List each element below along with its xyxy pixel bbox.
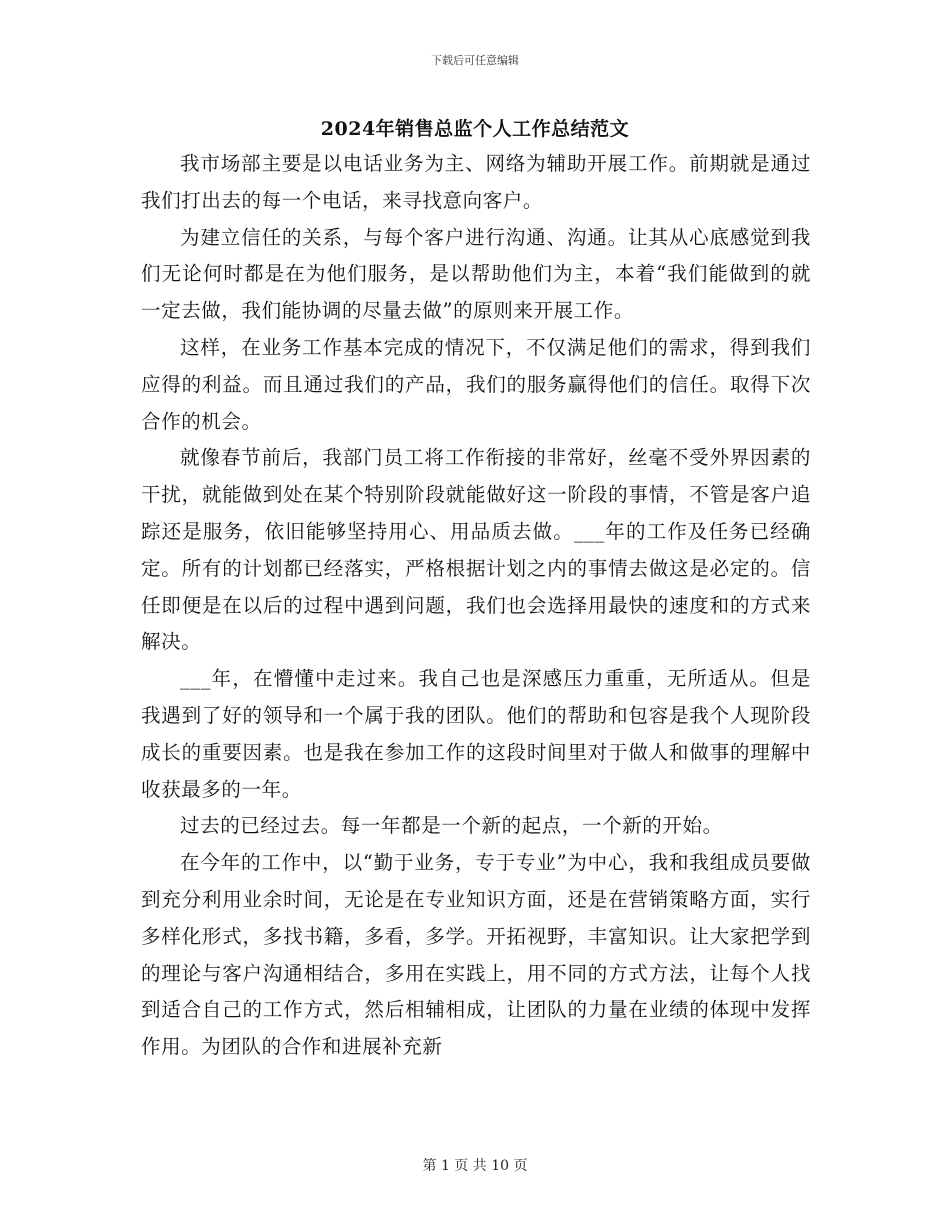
paragraph: 过去的已经过去。每一年都是一个新的起点，一个新的开始。 xyxy=(180,814,723,838)
paragraph: ___年，在懵懂中走过来。我自己也是深感压力重重，无所适从。但是我遇到了好的领导和一个属于我的团队。他们的帮助和包容是我个人现阶段成长的重要因素。也是我在参加工作的这段时间里对于做人和做事的理解中收获最多的一年。 xyxy=(141,667,811,801)
document-body xyxy=(141,146,811,1066)
paragraph: 就像春节前后，我部门员工将工作衔接的非常好，丝毫不受外界因素的干扰，就能做到处在某个特别阶段就能做好这一阶段的事情，不管是客户追踪还是服务，依旧能够坚持用心、用品质去做。___年的工作及任务已经确定。所有的计划都已经落实，严格根据计划之内的事情去做这是必定的。信任即便是在以后的过程中遇到问题，我们也会选择用最快的速度和的方式来解决。 xyxy=(141,446,811,654)
page-number: 第 1 页 共 10 页 xyxy=(422,1158,528,1174)
paragraph: 我市场部主要是以电话业务为主、网络为辅助开展工作。前期就是通过我们打出去的每一个电话，来寻找意向客户。 xyxy=(141,152,811,212)
document-title: 2024年销售总监个人工作总结范文 xyxy=(320,118,630,140)
page-header-note: 下载后可任意编辑 xyxy=(431,54,519,67)
paragraph: 这样，在业务工作基本完成的情况下，不仅满足他们的需求，得到我们应得的利益。而且通过我们的产品，我们的服务赢得他们的信任。取得下次合作的机会。 xyxy=(141,335,811,433)
paragraph: 为建立信任的关系，与每个客户进行沟通、沟通。让其从心底感觉到我们无论何时都是在为他们服务，是以帮助他们为主，本着“我们能做到的就一定去做，我们能协调的尽量去做”的原则来开展工作。 xyxy=(141,225,811,323)
paragraph: 在今年的工作中，以“勤于业务，专于专业”为中心，我和我组成员要做到充分利用业余时间，无论是在专业知识方面，还是在营销策略方面，实行多样化形式，多找书籍，多看，多学。开拓视野，丰富知识。让大家把学到的理论与客户沟通相结合，多用在实践上，用不同的方式方法，让每个人找到适合自己的工作方式，然后相辅相成，让团队的力量在业绩的体现中发挥作用。为团队的合作和进展补充新 xyxy=(141,851,811,1059)
